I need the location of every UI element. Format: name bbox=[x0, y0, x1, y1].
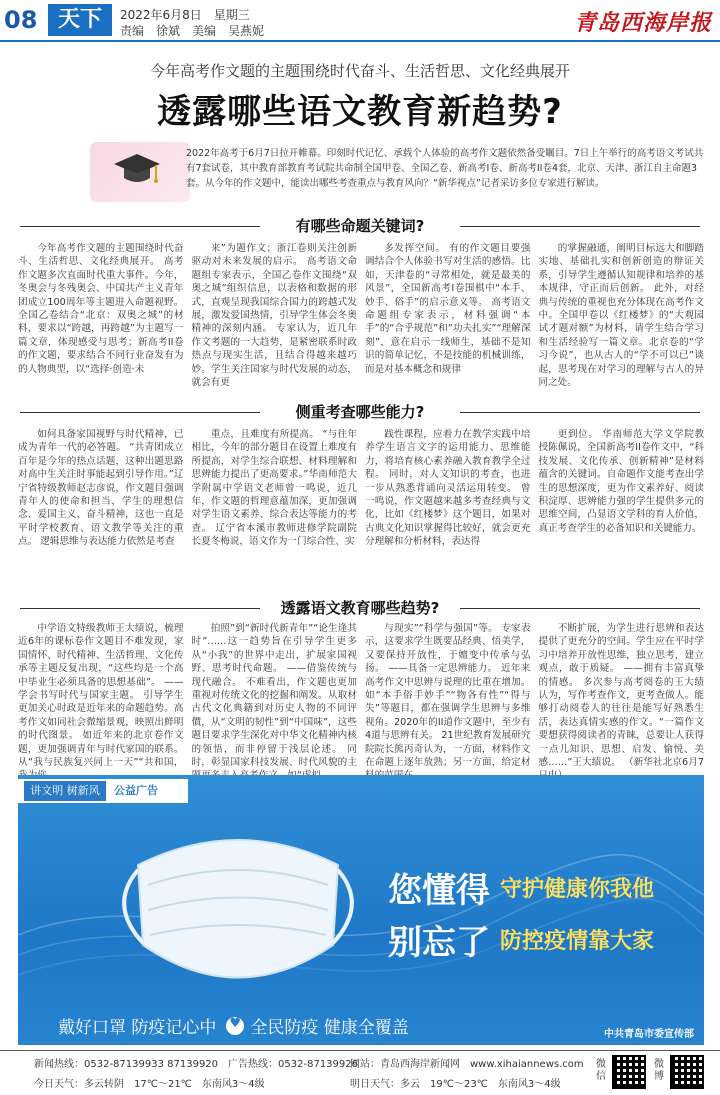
weather-tomorrow: 明日天气：多云 19℃～23℃ 东南风3～4级 bbox=[350, 1079, 561, 1090]
article-subtitle: 今年高考作文题的主题围绕时代奋斗、生活哲思、文化经典展开 bbox=[149, 62, 570, 80]
section-title-1: 有哪些命题关键词? bbox=[295, 217, 425, 235]
weather-today: 今日天气：多云转阴 17℃～21℃ 东南风3～4级 bbox=[34, 1079, 265, 1090]
graduation-cap-icon bbox=[112, 150, 162, 190]
section-heading-3 bbox=[20, 598, 700, 618]
article-column: 的掌握融通，阐明目标远大和脚踏实地、基础扎实和创新创造的辩证关系，引导学生遵循认知规律和培养的基本规律，守正而后创新。 此外，对经典与传统的重视也充分体现在高考作文中。全国甲卷以《红楼梦》的“大观园试才题对额”为材料，请学生结合学习和生活经验写一篇文章。北京卷的“学习今说”，也从古人的“学不可以已”谈起，思考现在对学习的理解与古人的异同之处。 bbox=[538, 243, 704, 389]
heading-rule-right bbox=[460, 412, 700, 413]
section3-columns bbox=[18, 622, 704, 770]
weibo-qr-code-icon bbox=[670, 1055, 704, 1089]
article-column: 更到位。 华南师范大学文学院教授陈佩说，全国新高考II卷作文中，“科技发展、文化传承、创新精神”是材料蕴含的关键词。自命题作文能考查出学生的思想深度，更为作文素养好、阅读积淀厚、思辨能力强的学生提供多元的思维空间，凸显语文学科的育人价值，真正考查学生的必备知识和关键能力。 bbox=[538, 429, 704, 534]
heading-rule-right bbox=[460, 608, 700, 609]
article-column: 拍照”到“新时代新青年”“论生逢其时”……这一趋势旨在引导学生更多从“小我”的世界中走出，扩展家国视野、思考时代命题。 ——借鉴传统与现代融合。 不难看出，作文题也更加重视对传统文化的挖掘和阐发。从取材古代文化典籍到对历史人物的不同评價，从“文明的韧性”到“中国味”，这些题目要求学生深化对中华文化精神内核的领悟，而非停留于浅层论述。 同时，彰显国家科技发展、时代风貌的主 bbox=[191, 623, 357, 769]
newspaper-logo: 青岛西海岸报 bbox=[573, 10, 712, 36]
ad-tag-slogan: 讲文明 树新风 bbox=[24, 781, 106, 801]
intro-text: 2022年高考于6月7日拉开帷幕。印刻时代记忆、承载个人体验的高考作文题依然备受瞩目。7日上午举行的高考语文考试共有7套试卷，其中教育部教育考试院共命制全国甲卷、全国乙卷、新高考I卷、新高考II卷4套，北京、天津、浙江自主命题3套。从今年的作文题中，能读出哪些考查重点与教育风向？“新华视点”记者采访多位专家进行解读。 bbox=[186, 148, 704, 189]
qr-label-weibo: 微博 bbox=[654, 1059, 664, 1082]
ad-slogan-right: 全民防疫 健康全覆盖 bbox=[250, 1018, 409, 1038]
section-name: 天下 bbox=[48, 4, 112, 36]
section-title-3: 透露语文教育哪些趋势? bbox=[280, 599, 440, 617]
article-column: 重点，且难度有所提高。 “与往年相比，今年的部分题目在设置上难度有所提高，对学生综合联想、材料理解和思辨能力提出了更高要求。”华南师范大学附属中学语文老师曾一鸣说，近几年，作文题的哲理意蕴加深，更加强调对学生语文素养、综合表达等能力的考查。 辽宁省本溪市教师进修学院副院长夏冬梅说，语文作为一门综合性、实 bbox=[191, 429, 357, 548]
section-heading-1 bbox=[20, 216, 700, 236]
article-column: 如何具备家国视野与时代精神，已成为青年一代的必答题。 “共青团成立百年是今年的热点话题，这种出题思路对高中生关注时事能起到引导作用。”辽宁省特级教师赵志彦说，作文题目强调青年人的使命和担当，学生的理想信念、爱国主义、奋斗精神，这也一直是平时学校教育、语文教学等关注的重点。 逻辑思维与表达能力依然是考查 bbox=[18, 429, 184, 548]
intro-illustration bbox=[90, 142, 190, 202]
article-column: 不断扩展，为学生进行思辨和表达提供了更充分的空间。学生应在平时学习中培养开放性思维，独立思考，建立观点，敢于质疑。 ——拥有丰富真挚的情感。 多次参与高考阅卷的王大绩认为，写作考查作文，更考查做人。能够打动阅卷人的往往是能写好熟悉生活，表达真情实感的作文。“一篇作文要想获得阅读者的青睐，总要让人获得一点儿知识、思想、启发、愉悦、美感……”王大绩说。 （新华社北京6月7 bbox=[538, 623, 704, 769]
page-footer bbox=[0, 1050, 720, 1095]
issue-date: 2022年6月8日 星期三 bbox=[120, 8, 250, 22]
article-column: 来”为题作文；浙江卷则关注创新驱动对未来发展的启示。 高考语文命题组专家表示，全国乙卷作文围绕“双奥之城”组织信息，以表格和数据的形式，直观呈现我国综合国力的跨越式发展，激发爱国热情，引导学生体会冬奥精神的深刻内涵。 专家认为，近几年作文考题的一大趋势，是紧密联系时政热点与现实生活，且结合得越来越巧妙。学生关注国家与时代发展的动态，就会有更 bbox=[191, 243, 357, 389]
masthead-rule bbox=[0, 40, 720, 42]
ad-bottom-slogans bbox=[58, 1013, 409, 1038]
footer-website: 网站：青岛西海岸新闻网 www.xihaiannews.com bbox=[350, 1059, 584, 1070]
face-mask-icon bbox=[118, 825, 358, 1000]
ad-line-2-big: 别忘了 bbox=[388, 923, 490, 963]
editors: 责编 徐斌 美编 吴燕妮 bbox=[120, 24, 265, 38]
page-number: 08 bbox=[4, 6, 38, 34]
ad-tag-label: 公益广告 bbox=[114, 784, 158, 797]
ad-line-1-small: 守护健康你我他 bbox=[500, 877, 655, 902]
ad-slogan-left: 戴好口罩 防疫记心中 bbox=[58, 1018, 217, 1038]
article-column: 多发挥空间。 有的作文题目要强调结合个人体验书写对生活的感悟。比如，天津卷的“寻常相处，就是最美的风景”，全国新高考I卷围棋中“本手、妙手、俗手”的启示意义等。 高考语文命题组专家表示，材料强调“本手”的“合乎规范”和“功夫扎实”“理解深刻”，意在启示一线师生，基础不是知识的简单记忆，不是技能的机械训练，而是对基本概念和规律 bbox=[365, 243, 531, 375]
article-headline: 透露哪些语文教育新趋势? bbox=[157, 92, 563, 132]
article-column: 践性课程，应着力在教学实践中培养学生语言文字的运用能力、思维能力，将培育核心素养融入教育教学全过程。 同时，对人文知识的考查，也进一步从熟悉背诵向灵活运用转变。 曾一鸣说，作文题越来越多考查经典与文化，比如《红楼梦》这个题目，如果对古典文化知识掌握得比较好，就会更充分理解和分析材料，表达得 bbox=[365, 429, 531, 548]
section1-columns bbox=[18, 242, 704, 392]
article-column: 中学语文特级教师王大绩说，梳理近6年的课标卷作文题目不难发现，家国情怀、时代精神、生活哲理、文化传承等主题反复出现，“这些均是一个高中毕业生必须具备的思想基础”。 ——学会书写时代与国家主题。 引导学生更加关心时政是近年来的命题趋势。高考作文如同社会微缩景观，映照出鲜明的时代图景。 如近年来的北京卷作文题，更加强调青年与时代家国的联系。从“我与民族复兴同上一天”“共和国， bbox=[18, 623, 184, 769]
ad-line-1-big: 您懂得 bbox=[388, 871, 490, 911]
article-intro bbox=[90, 140, 710, 204]
public-service-ad bbox=[18, 775, 704, 1045]
article-column: 今年高考作文题的主题围绕时代奋斗、生活哲思、文化经典展开。 高考作文题多次直面时代重大事件。今年，冬奥会与冬残奥会、中国共产主义青年团成立100周年等主题进入命题视野。 全国乙卷结合“北京：双奥之城”的材料，要求以“跨越，再跨越”为主题写一篇文章，体现感受与思考；新高考II卷的作文题，要求结合不同行业奋发有为的人物典型，以“选择·创造·未 bbox=[18, 243, 184, 375]
heart-icon bbox=[226, 1017, 244, 1035]
heading-rule-right bbox=[460, 226, 700, 227]
footer-hotlines: 新闻热线：0532-87139933 87139920 广告热线：0532-87139926 bbox=[34, 1059, 358, 1070]
article-column: 与现实”“科学与强国”等。 专家表示，这要求学生既要品经典、悟美学，又要保持开放性，于嬗变中传承与弘扬。 ——具备一定思辨能力。 近年来高考作文中思辨与说理的比重在增加。如“本手俗手妙手”“物各有性”“得与失”等题目，都在强调学生思辨与多维视角。2020年的II道作文题中，至少有4道与思辨有关。 21世纪教育发展研究院院长熊丙奇认为，一方面，材料作文在命题上逐年放熟；另一方面，给定材 bbox=[365, 623, 531, 769]
wechat-qr-code-icon bbox=[612, 1055, 646, 1089]
ad-line-1 bbox=[388, 863, 654, 912]
section2-columns bbox=[18, 428, 704, 588]
ad-line-2 bbox=[388, 915, 654, 964]
masthead bbox=[0, 0, 720, 40]
section-title-2: 侧重考查哪些能力? bbox=[295, 403, 425, 421]
qr-label-wechat: 微信 bbox=[596, 1059, 606, 1082]
ad-tag bbox=[18, 779, 188, 803]
section-heading-2 bbox=[20, 402, 700, 422]
ad-credit: 中共青岛市委宣传部 bbox=[604, 1029, 694, 1040]
ad-line-2-small: 防控疫情靠大家 bbox=[500, 929, 655, 954]
